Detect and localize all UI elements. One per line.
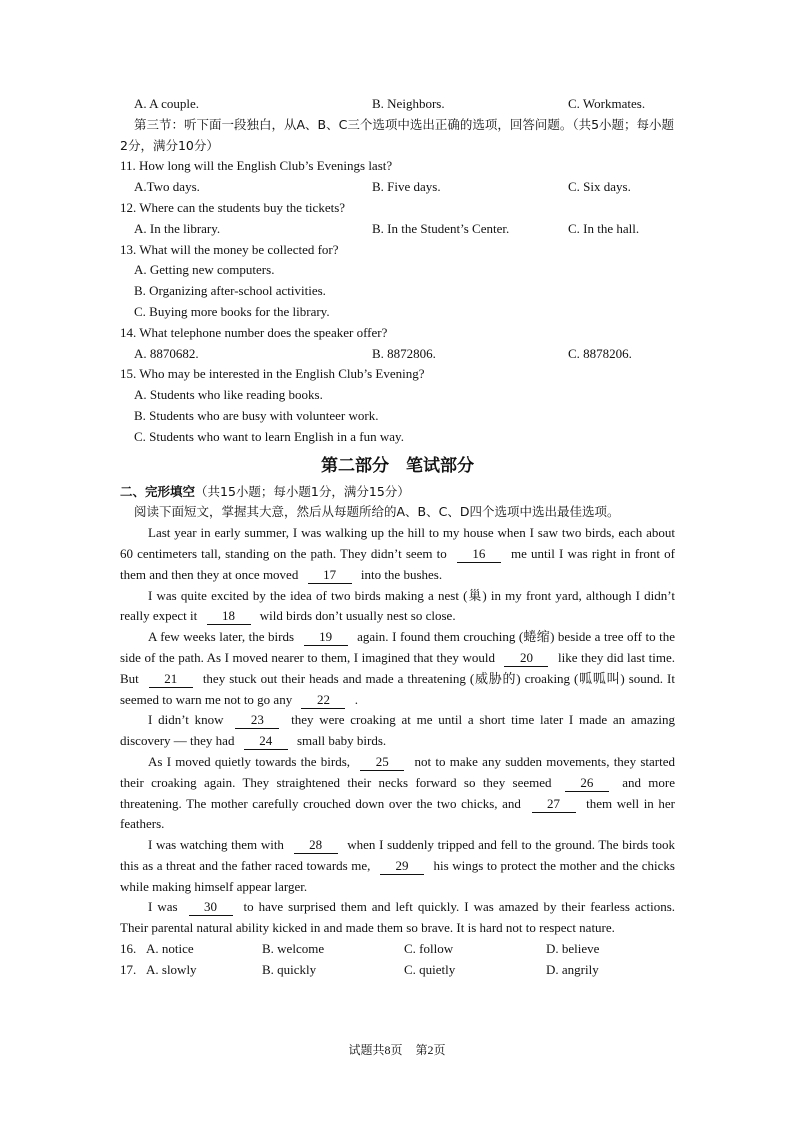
blank-18: 18 <box>207 608 251 625</box>
option: C. Students who want to learn English in a fun way. <box>134 428 404 444</box>
listening-questions <box>120 156 675 447</box>
question-stem: 13. What will the money be collected for? <box>120 241 339 257</box>
option: C. In the hall. <box>568 220 640 236</box>
choice-option: B. quickly <box>262 961 317 977</box>
blank-16: 16 <box>457 546 501 563</box>
option: B. Five days. <box>372 179 441 195</box>
question-stem: 14. What telephone number does the speaker offer? <box>120 324 388 340</box>
q10-option-a: A. A couple. <box>134 96 199 111</box>
cloze-title: 二、完形填空 <box>120 483 196 499</box>
section3-instruction: 第三节：听下面一段独白，从A、B、C三个选项中选出正确的选项，回答问题。（共5小题；每小题2分，满分10分） <box>120 116 675 153</box>
blank-19: 19 <box>304 629 348 646</box>
option: B. Students who are busy with volunteer work. <box>134 407 379 423</box>
option: B. In the Student’s Center. <box>372 220 510 236</box>
question-stem: 12. Where can the students buy the tickets? <box>120 199 346 215</box>
choice-option: C. follow <box>404 941 454 957</box>
passage-paragraph: I didn’t know 23 they were croaking at me until a short time later I made an amazing discovery — they had 24 small baby birds. <box>120 712 675 749</box>
exam-page <box>120 94 675 981</box>
q10-option-b: B. Neighbors. <box>372 96 445 111</box>
blank-17: 17 <box>308 567 352 584</box>
part2-heading: 第二部分 笔试部分 <box>321 455 474 476</box>
option: B. Organizing after-school activities. <box>134 283 326 299</box>
choice-row <box>120 939 675 960</box>
option: C. Buying more books for the library. <box>134 303 330 319</box>
choice-row <box>120 960 675 981</box>
choice-number: 16. <box>120 941 137 957</box>
blank-20: 20 <box>504 650 548 667</box>
option: A. Students who like reading books. <box>134 387 323 403</box>
page-footer <box>0 1040 794 1061</box>
blank-25: 25 <box>360 754 404 771</box>
choice-option: D. angrily <box>546 961 599 977</box>
blank-22: 22 <box>301 692 345 709</box>
blank-29: 29 <box>380 858 424 875</box>
cloze-instruction: 阅读下面短文，掌握其大意，然后从每题所给的A、B、C、D四个选项中选出最佳选项。 <box>134 504 620 520</box>
question-stem: 15. Who may be interested in the English Club’s Evening? <box>120 366 425 382</box>
passage-paragraph: Last year in early summer, I was walking up the hill to my house when I saw two birds, each about 60 centimeters tall, standing on the path. They didn’t seem to 16 me until I was right in front of them and then they at once moved 17 into the bushes. <box>120 525 675 582</box>
passage-paragraph: I was quite excited by the idea of two birds making a nest (巢) in my front yard, although I didn’t really expect it 18 wild birds don’t usually nest so close. <box>120 587 675 624</box>
blank-27: 27 <box>532 796 576 813</box>
option: A. 8870682. <box>134 345 199 361</box>
option-row <box>120 219 675 240</box>
choice-option: C. quietly <box>404 961 456 977</box>
passage-paragraph: A few weeks later, the birds 19 again. I found them crouching (蜷缩) beside a tree off to the side of the path. As I moved nearer to them, I imagined that they would 20 like they did last time. But 21 they stuck out their heads and made a threatening (威胁的) croaking (呱呱叫) sound. It seemed to warn me not to go any 22 . <box>120 629 676 707</box>
cloze-note: （共15小题；每小题1分，满分15分） <box>195 483 410 499</box>
cloze-section-title <box>120 482 675 503</box>
question-stem: 11. How long will the English Club’s Evenings last? <box>120 158 393 174</box>
choice-option: B. welcome <box>262 941 325 957</box>
option: B. 8872806. <box>372 345 436 361</box>
option: A.Two days. <box>134 179 200 195</box>
option: A. Getting new computers. <box>134 262 275 278</box>
blank-28: 28 <box>294 837 338 854</box>
blank-23: 23 <box>235 712 279 729</box>
choice-option: A. slowly <box>146 961 197 977</box>
blank-21: 21 <box>149 671 193 688</box>
blank-30: 30 <box>189 899 233 916</box>
option-row <box>120 344 675 365</box>
footer-total-pages: 试题共8页 <box>348 1043 403 1057</box>
choice-option: A. notice <box>146 941 194 957</box>
option-row <box>120 177 675 198</box>
footer-page-number: 第2页 <box>415 1043 446 1057</box>
cloze-passage <box>120 523 675 939</box>
passage-paragraph: I was 30 to have surprised them and left quickly. I was amazed by their fearless actions. Their parental natural ability kicked in and made them so brave. It is hard not to respect nature. <box>120 899 676 936</box>
q10-options <box>120 94 675 115</box>
choice-number: 17. <box>120 961 137 977</box>
choice-option: D. believe <box>546 941 600 957</box>
q10-option-c: C. Workmates. <box>568 96 646 111</box>
blank-26: 26 <box>565 775 609 792</box>
blank-24: 24 <box>244 733 288 750</box>
passage-paragraph: I was watching them with 28 when I suddenly tripped and fell to the ground. The birds took this as a threat and the father raced towards me, 29 his wings to protect the mother and the chicks while making himself appear larger. <box>120 837 675 894</box>
passage-paragraph: As I moved quietly towards the birds, 25 not to make any sudden movements, they started their croaking again. They straightened their necks forward so they seemed 26 and more threatening. The mother carefully crouched down over the two chicks, and 27 them well in her feathers. <box>120 753 675 832</box>
cloze-choices <box>120 939 675 981</box>
option: A. In the library. <box>134 220 221 236</box>
option: C. Six days. <box>568 179 631 195</box>
option: C. 8878206. <box>568 345 632 361</box>
